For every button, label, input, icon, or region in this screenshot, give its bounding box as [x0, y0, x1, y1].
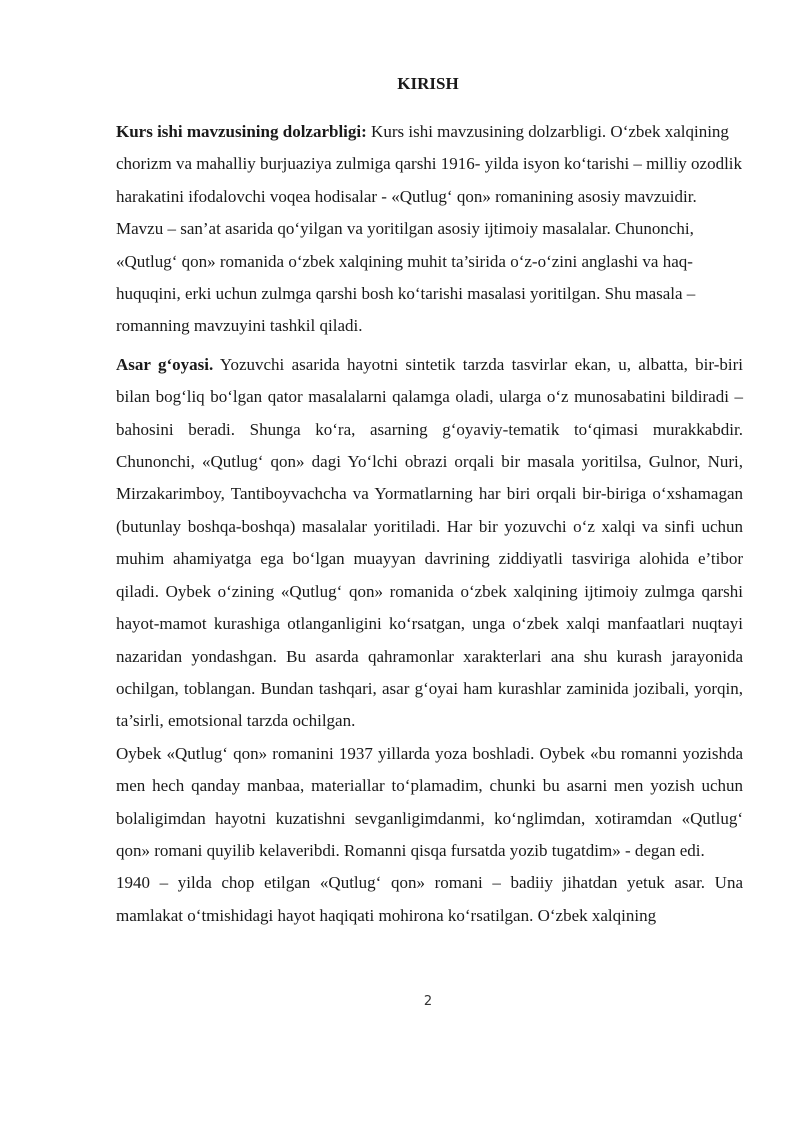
- paragraph-publication: [116, 867, 743, 932]
- body-text: [116, 116, 743, 932]
- paragraph-writing: [116, 738, 743, 868]
- paragraph-lead: Kurs ishi mavzusining dolzarbligi:: [116, 122, 367, 141]
- page-number: 2: [423, 994, 433, 1009]
- paragraph-lead: Asar g‘oyasi.: [116, 354, 214, 374]
- paragraph-text: Oybek «Qutlug‘ qon» romanini 1937 yillarda yoza boshladi. Oybek «bu romanni yozishda men hech qanday manbaa, materiallar to‘plamadim, chunki bu asarni men yozish uchun bolaligimdan hayotni kuzatishni sevganligimdanmi, ko‘nglimdan, xotiramdan «Qutlug‘ qon» romani quyilib kelaveribdi. Romanni qisqa fursatda yozib tugatdim» - degan edi.: [116, 743, 743, 860]
- paragraph-relevance: [116, 116, 743, 343]
- paragraph-idea: [116, 349, 743, 738]
- paragraph-text: Kurs ishi mavzusining dolzarbligi. O‘zbek xalqining chorizm va mahalliy burjuaziya zulmiga qarshi 1916- yilda isyon ko‘tarishi – milliy ozodlik harakatini ifodalovchi voqea hodisalar - «Qutlug‘ qon» romanining asosiy mavzuidir. Mavzu – san’at asarida qo‘yilgan va yoritilgan asosiy ijtimoiy masalalar. Chunonchi, «Qutlug‘ qon» romanida o‘zbek xalqining muhit ta’sirida o‘z-o‘zini anglashi va haq-huquqini, erki uchun zulmga qarshi bosh ko‘tarishi masalasi yoritilgan. Shu masala – romanning mavzuyini tashkil qiladi.: [116, 122, 743, 336]
- paragraph-text: Yozuvchi asarida hayotni sintetik tarzda tasvirlar ekan, u, albatta, bir-biri bilan bog‘liq bo‘lgan qator masalalarni qalamga oladi, ularga o‘z munosabatini bildiradi – bahosini beradi. Shunga ko‘ra, asarning g‘oyaviy-tematik to‘qimasi murakkabdir. Chunonchi, «Qutlug‘ qon» dagi Yo‘lchi obrazi orqali bir masala yoritilsa, Gulnor, Nuri, Mirzakarimboy, Tantiboyvachcha va Yormatlarning har biri orqali bir-biriga o‘xshamagan (butunlay boshqa-boshqa) masalalar yoritiladi. Har bir yozuvchi o‘z xalqi va sinfi uchun muhim ahamiyatga ega bo‘lgan muayyan davrining ziddiyatli tasviriga alohida e’tibor qiladi. Oybek o‘zining «Qutlug‘ qon» romanida o‘zbek xalqining ijtimoiy zulmga qarshi hayot-mamot kurashiga otlanganligini ko‘rsatgan, unga o‘zbek xalqi manfaatlari nuqtayi nazaridan yondashgan. Bu asarda qahramonlar xarakterlari ana shu kurash jarayonida ochilgan, toblangan. Bundan tashqari, asar g‘oyai ham kurashlar zaminida jozibali, yorqin, ta’sirli, emotsional tarzda ochilgan.: [116, 354, 743, 731]
- paragraph-text: 1940 – yilda chop etilgan «Qutlug‘ qon» romani – badiiy jihatdan yetuk asar. Una mamlakat o‘tmishidagi hayot haqiqati mohirona ko‘rsatilgan. O‘zbek xalqining: [116, 873, 743, 925]
- page-title: KIRISH: [397, 74, 459, 93]
